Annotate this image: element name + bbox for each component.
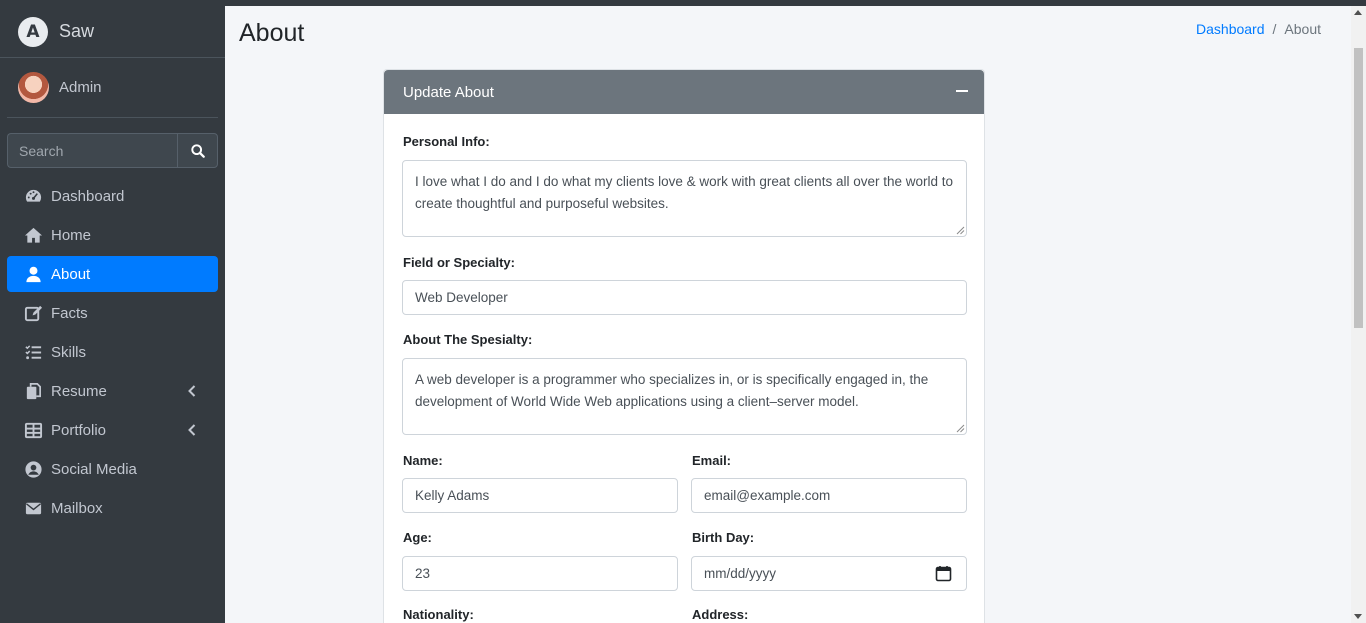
resize-grip-icon[interactable]	[956, 226, 965, 235]
sidebar-item-resume[interactable]	[7, 373, 218, 409]
sidebar-item-mailbox[interactable]	[7, 490, 218, 526]
scroll-down-icon[interactable]	[1354, 614, 1362, 619]
minus-icon[interactable]	[956, 90, 968, 92]
sidebar-nav	[7, 178, 218, 529]
about-specialty-textarea[interactable]	[402, 358, 967, 435]
user-circle-icon	[24, 460, 43, 479]
content-wrapper	[225, 6, 1351, 623]
calendar-icon[interactable]	[935, 565, 952, 582]
edit-icon	[24, 304, 43, 323]
sidebar-item-home[interactable]	[7, 217, 218, 253]
sidebar-item-about[interactable]	[7, 256, 218, 292]
personal-info-textarea[interactable]	[402, 160, 967, 237]
age-label: Age:	[403, 530, 432, 545]
name-value: Kelly Adams	[415, 487, 490, 503]
sidebar	[0, 6, 225, 623]
birthday-placeholder: mm/dd/yyyy	[704, 565, 777, 581]
name-input[interactable]	[402, 478, 678, 513]
sidebar-item-label: Mailbox	[51, 499, 103, 517]
brand-text: Saw	[59, 21, 95, 41]
nationality-label: Nationality:	[403, 607, 474, 622]
name-label: Name:	[403, 453, 443, 468]
envelope-icon	[24, 499, 43, 518]
sidebar-item-label: Dashboard	[51, 187, 125, 205]
field-specialty-value: Web Developer	[415, 289, 508, 305]
brand-logo-icon: A	[18, 17, 48, 47]
about-specialty-value: A web developer is a programmer who specializes in, or is specifically engaged in, the development of World Wide Web applications using a client–server model.	[415, 372, 929, 409]
resize-grip-icon[interactable]	[956, 424, 965, 433]
sidebar-item-label: About	[51, 265, 91, 283]
age-input[interactable]	[402, 556, 678, 591]
table-icon	[24, 421, 43, 440]
search-button[interactable]	[177, 133, 218, 168]
page-title: About	[239, 19, 305, 47]
sidebar-item-label: Skills	[51, 343, 87, 361]
chevron-left-icon	[188, 385, 196, 397]
user-panel[interactable]	[7, 58, 218, 118]
scroll-thumb[interactable]	[1354, 48, 1363, 328]
email-field[interactable]	[691, 478, 967, 513]
brand-link[interactable]	[0, 6, 225, 58]
sidebar-item-label: Portfolio	[51, 421, 107, 439]
sidebar-item-label: Social Media	[51, 460, 137, 478]
breadcrumb-dashboard-link[interactable]: Dashboard	[1196, 21, 1265, 37]
sidebar-item-portfolio[interactable]	[7, 412, 218, 448]
sidebar-item-label: Resume	[51, 382, 107, 400]
sidebar-item-label: Facts	[51, 304, 88, 322]
sidebar-item-dashboard[interactable]	[7, 178, 218, 214]
birthday-date-input[interactable]	[691, 556, 967, 591]
chevron-left-icon	[188, 424, 196, 436]
scroll-up-icon[interactable]	[1354, 10, 1362, 15]
sidebar-item-social-media[interactable]	[7, 451, 218, 487]
birthday-label: Birth Day:	[692, 530, 755, 545]
personal-info-label: Personal Info:	[403, 134, 490, 149]
breadcrumb-separator: /	[1272, 21, 1277, 37]
sidebar-item-label: Home	[51, 226, 92, 244]
avatar	[18, 72, 49, 103]
address-label: Address:	[692, 607, 749, 622]
tasks-icon	[24, 343, 43, 362]
breadcrumb	[1196, 21, 1321, 37]
email-value: email@example.com	[704, 487, 831, 503]
update-about-card	[383, 69, 985, 623]
sidebar-item-facts[interactable]	[7, 295, 218, 331]
card-header	[384, 70, 984, 114]
age-value: 23	[415, 565, 431, 581]
breadcrumb-current: About	[1284, 21, 1321, 37]
email-label: Email:	[692, 453, 732, 468]
sidebar-search	[7, 133, 218, 168]
about-specialty-label: About The Spesialty:	[403, 332, 533, 347]
sidebar-item-skills[interactable]	[7, 334, 218, 370]
search-input[interactable]	[7, 133, 177, 168]
tachometer-icon	[24, 187, 43, 206]
field-specialty-input[interactable]	[402, 280, 967, 315]
search-icon	[191, 144, 205, 158]
personal-info-value: I love what I do and I do what my clients love & work with great clients all over the world to create thoughtful and purposeful websites.	[415, 174, 954, 211]
user-icon	[24, 265, 43, 284]
user-name: Admin	[59, 79, 102, 96]
card-title: Update About	[403, 83, 494, 101]
page-scrollbar[interactable]	[1351, 6, 1366, 623]
copy-icon	[24, 382, 43, 401]
home-icon	[24, 226, 43, 245]
field-specialty-label: Field or Specialty:	[403, 255, 515, 270]
